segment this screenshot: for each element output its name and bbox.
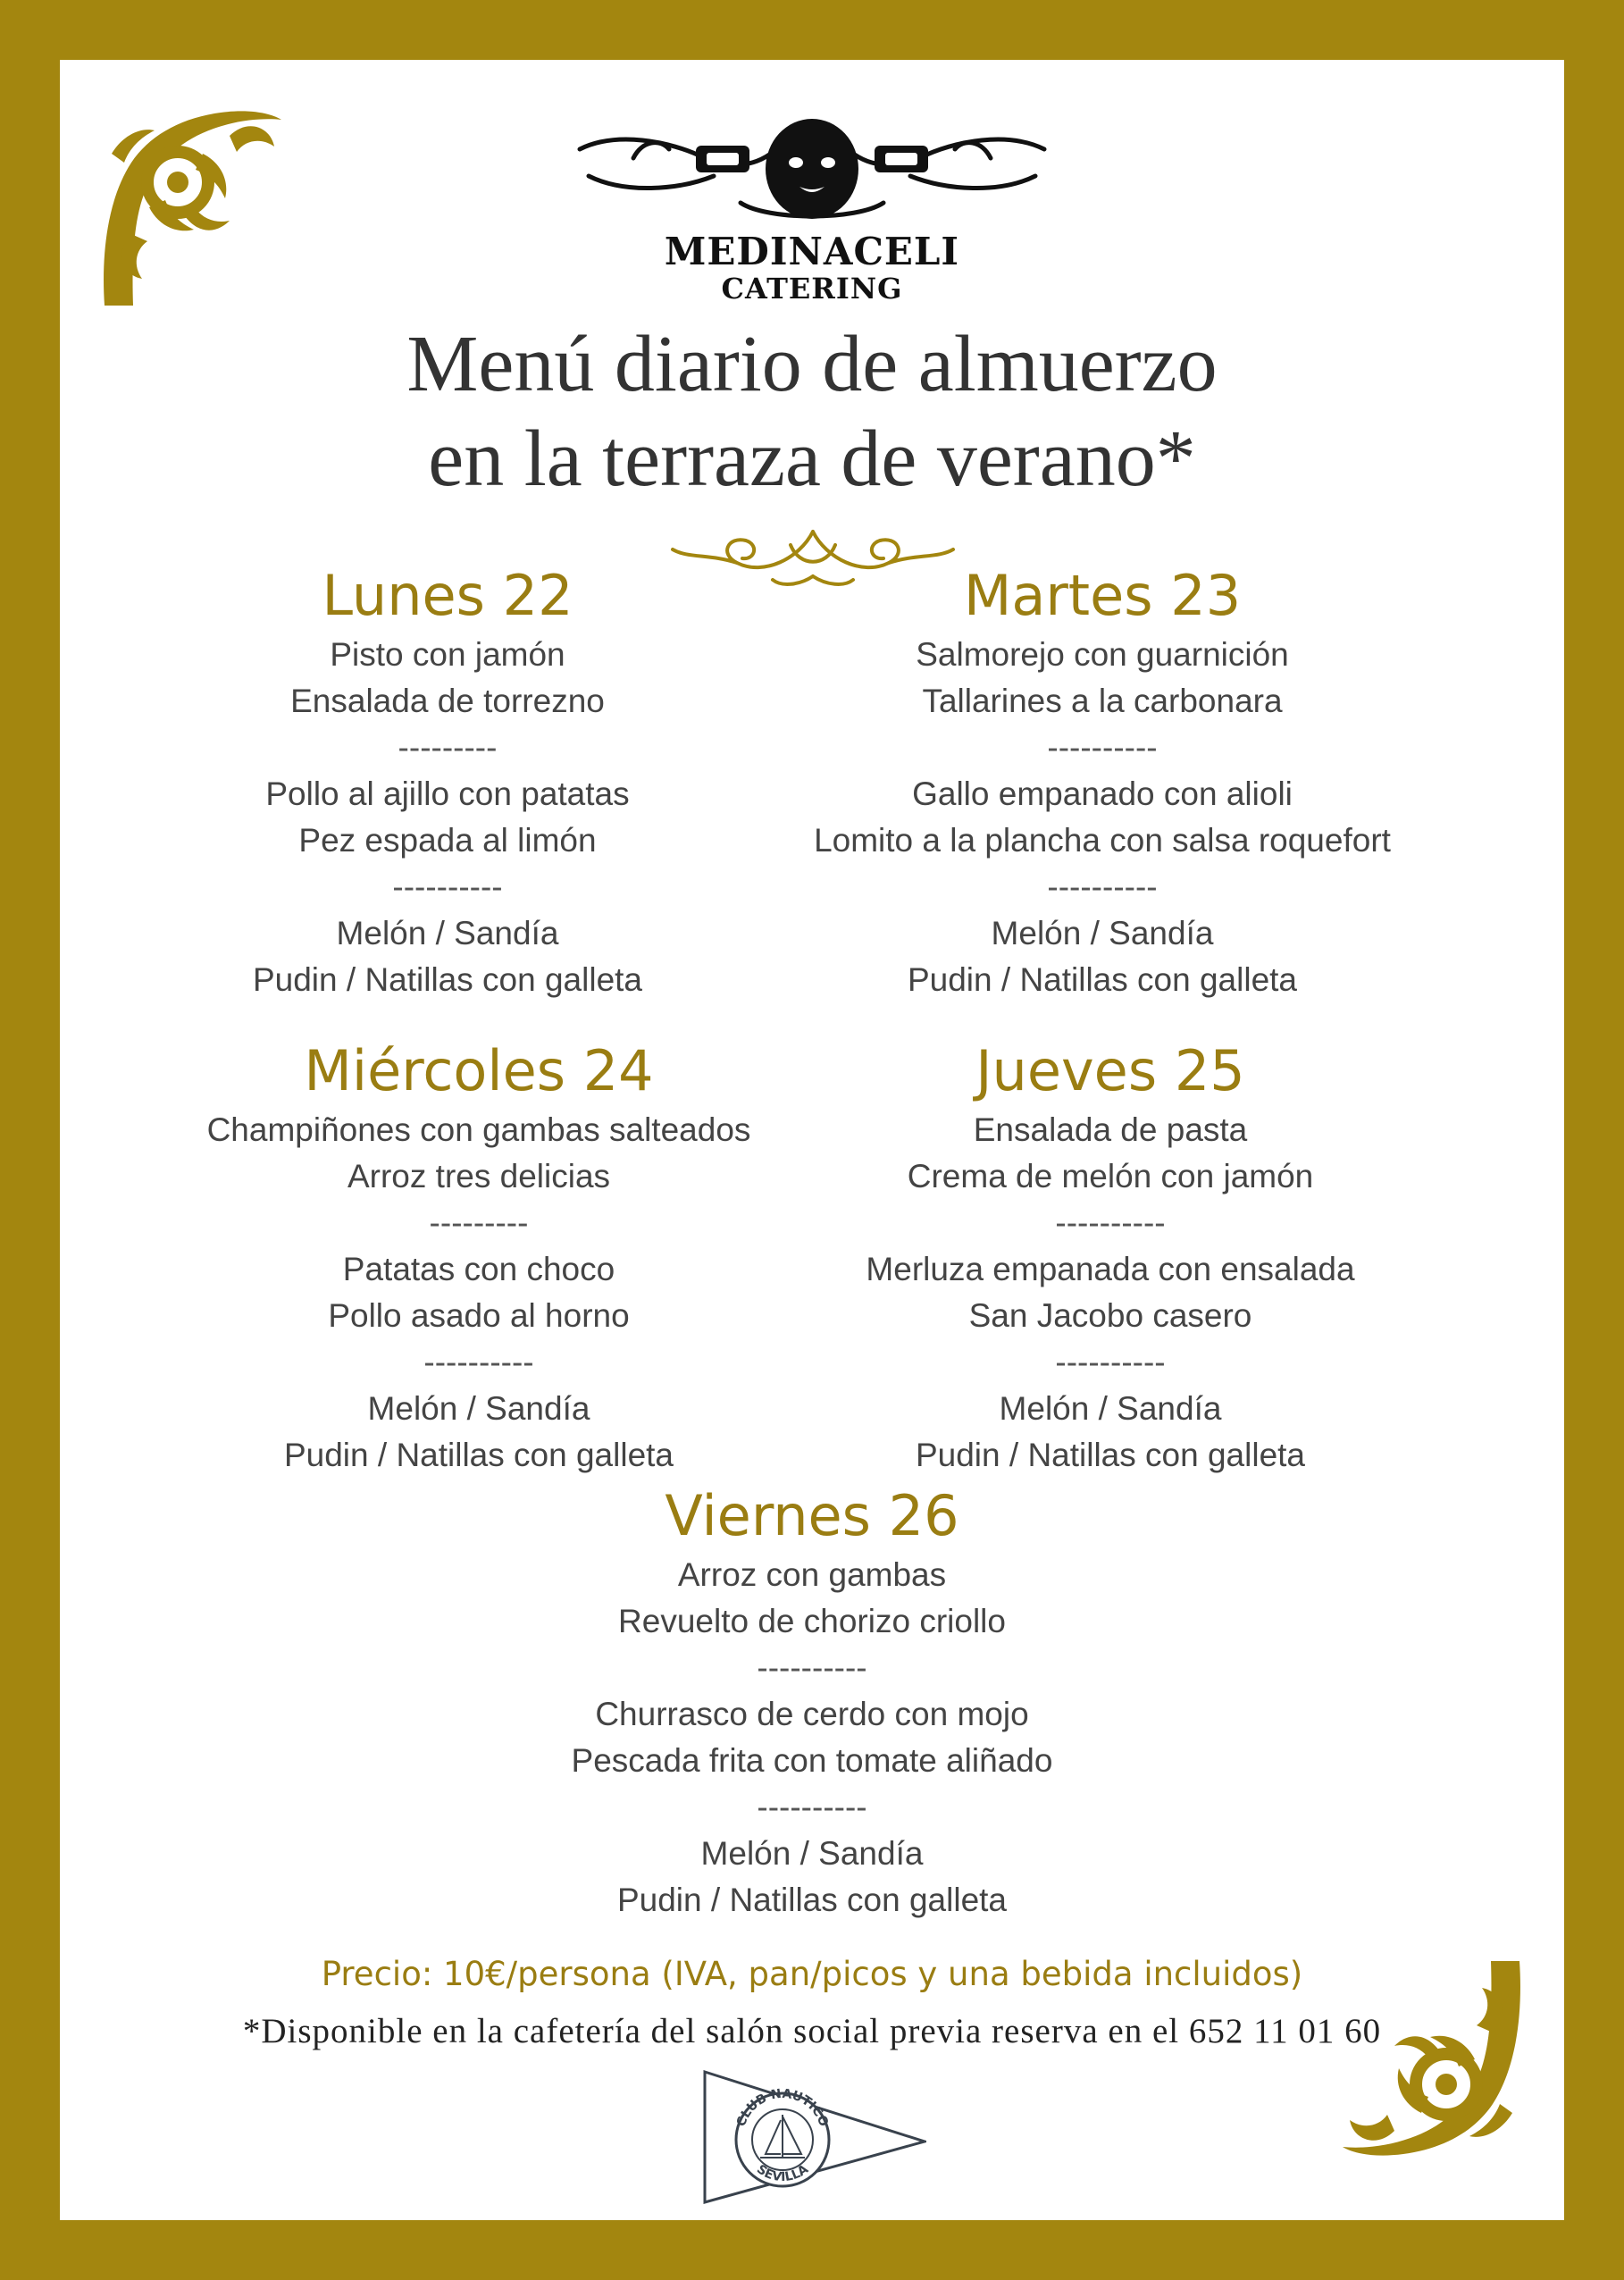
- menu-line: Lomito a la plancha con salsa roquefort: [814, 822, 1391, 859]
- menu-line: Pescada frita con tomate aliñado: [571, 1742, 1053, 1779]
- menu-line: Arroz tres delicias: [347, 1158, 611, 1194]
- club-nautico-logo: [703, 2070, 926, 2204]
- menu-line: Arroz con gambas: [677, 1556, 947, 1593]
- day-monday: [188, 560, 707, 1003]
- course-separator: ----------: [392, 868, 503, 905]
- brand-name: MEDINACELI: [664, 230, 960, 273]
- day-title-tuesday: Martes 23: [963, 563, 1242, 628]
- day-title-thursday: Jueves 25: [975, 1038, 1245, 1103]
- menu-line: Gallo empanado con alioli: [912, 775, 1293, 812]
- lion-head-emblem-icon: [562, 113, 1062, 230]
- menu-line: Salmorejo con guarnición: [916, 636, 1289, 673]
- course-separator: ----------: [423, 1344, 534, 1380]
- day-tuesday: [794, 560, 1411, 1003]
- menu-line: Pisto con jamón: [330, 636, 565, 673]
- price-text: Precio: 10€/persona (IVA, pan/picos y una bebida incluidos): [321, 1955, 1303, 1993]
- menu-line: Melón / Sandía: [700, 1835, 924, 1872]
- menu-line: Melón / Sandía: [991, 915, 1214, 951]
- menu-line: San Jacobo casero: [968, 1297, 1252, 1334]
- course-separator: ----------: [757, 1789, 867, 1825]
- course-separator: ----------: [1055, 1344, 1166, 1380]
- page-title: [60, 317, 1564, 507]
- availability-note: *Disponible en la cafetería del salón social previa reserva en el 652 11 01 60: [242, 2012, 1382, 2050]
- day-thursday: [842, 1035, 1378, 1479]
- brand-logo: [60, 113, 1564, 306]
- menu-line: Merluza empanada con ensalada: [866, 1251, 1355, 1287]
- menu-line: Champiñones con gambas salteados: [206, 1111, 751, 1148]
- menu-line: Ensalada de pasta: [973, 1111, 1248, 1148]
- day-title-friday: Viernes 26: [665, 1483, 959, 1548]
- menu-line: Revuelto de chorizo criollo: [618, 1603, 1006, 1639]
- title-line-1: Menú diario de almuerzo: [406, 320, 1218, 408]
- club-logo-top-text: CLUB NAUTICO: [733, 2086, 832, 2129]
- menu-sheet: [60, 60, 1564, 2220]
- menu-line: Pollo asado al horno: [328, 1297, 630, 1334]
- menu-line: Pollo al ajillo con patatas: [265, 775, 630, 812]
- menu-line: Tallarines a la carbonara: [922, 683, 1283, 719]
- menu-line: Pez espada al limón: [298, 822, 597, 859]
- menu-line: Patatas con choco: [342, 1251, 615, 1287]
- course-separator: ----------: [757, 1649, 867, 1686]
- menu-line: Pudin / Natillas con galleta: [616, 1882, 1008, 1918]
- course-separator: ---------: [429, 1204, 529, 1241]
- day-title-wednesday: Miércoles 24: [304, 1038, 654, 1103]
- menu-line: Pudin / Natillas con galleta: [252, 961, 643, 998]
- menu-line: Ensalada de torrezno: [290, 683, 605, 719]
- menu-line: Melón / Sandía: [999, 1390, 1222, 1427]
- menu-line: Pudin / Natillas con galleta: [915, 1437, 1306, 1473]
- menu-line: Churrasco de cerdo con mojo: [595, 1696, 1029, 1732]
- course-separator: ----------: [1047, 729, 1158, 766]
- day-friday: [535, 1480, 1089, 1924]
- menu-line: Pudin / Natillas con galleta: [907, 961, 1298, 998]
- corner-ornament-bottom-right: [1341, 1961, 1528, 2167]
- menu-line: Melón / Sandía: [367, 1390, 590, 1427]
- course-separator: ----------: [1055, 1204, 1166, 1241]
- menu-line: Crema de melón con jamón: [907, 1158, 1314, 1194]
- day-title-monday: Lunes 22: [322, 563, 573, 628]
- menu-line: Pudin / Natillas con galleta: [283, 1437, 674, 1473]
- course-separator: ----------: [1047, 868, 1158, 905]
- title-line-2: en la terraza de verano*: [428, 415, 1196, 503]
- brand-subtitle: CATERING: [721, 272, 903, 306]
- day-wednesday: [180, 1035, 778, 1479]
- course-separator: ---------: [398, 729, 498, 766]
- menu-line: Melón / Sandía: [336, 915, 559, 951]
- club-logo-bottom-text: SEVILLA: [754, 2162, 811, 2185]
